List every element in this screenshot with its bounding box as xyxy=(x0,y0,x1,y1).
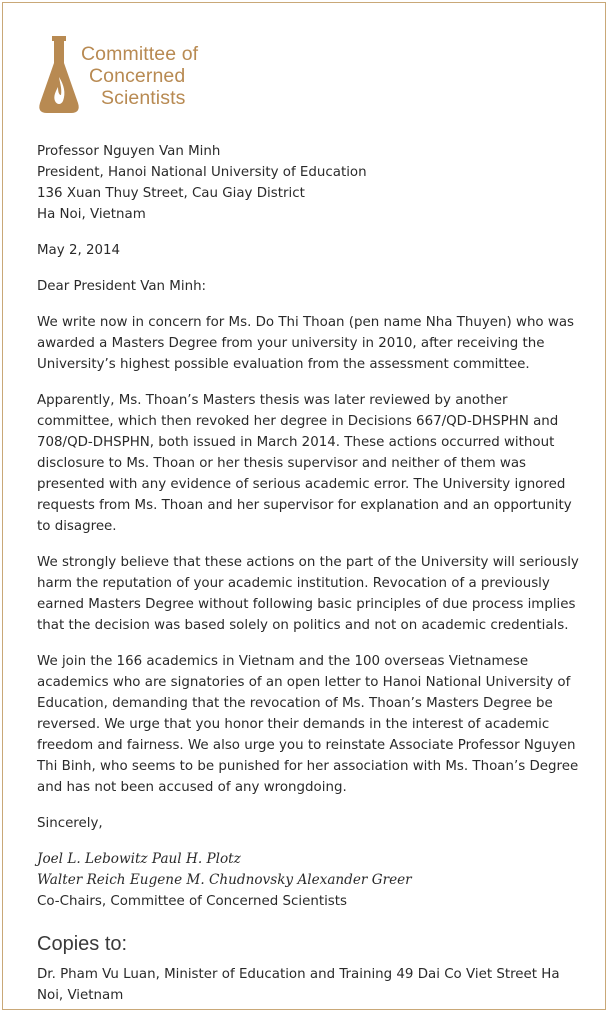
signature-block xyxy=(37,849,585,912)
letter-frame xyxy=(2,2,606,1010)
ccs-logo xyxy=(37,33,227,117)
logo-line-1: Committee of xyxy=(81,43,199,65)
letter-date: May 2, 2014 xyxy=(37,243,121,258)
recipient-street: 136 Xuan Thuy Street, Cau Giay District xyxy=(37,186,305,201)
signature-line-1: Joel L. Lebowitz Paul H. Plotz xyxy=(37,851,241,867)
logo-line-3: Scientists xyxy=(101,87,186,109)
paragraph-1: We write now in concern for Ms. Do Thi Thoan (pen name Nha Thuyen) who was awarded a Masters Degree from your university in 2010, after receiving the University’s highest possible evaluation from the assessment committee. xyxy=(37,315,575,372)
paragraph-3: We strongly believe that these actions on the part of the University will seriously harm the reputation of your academic institution. Revocation of a previously earned Masters Degree without following basic principles of due process implies that the decision was based solely on politics and not on academic credentials. xyxy=(37,555,579,633)
logo-line-2: Concerned xyxy=(89,65,186,87)
recipient-title: President, Hanoi National University of Education xyxy=(37,165,367,180)
copies-heading: Copies to: xyxy=(37,933,128,955)
copies-text: Dr. Pham Vu Luan, Minister of Education and Training 49 Dai Co Viet Street Ha Noi, Vietnam xyxy=(37,967,560,1003)
letter-body xyxy=(37,141,585,1021)
recipient-address xyxy=(37,141,585,225)
recipient-name: Professor Nguyen Van Minh xyxy=(37,144,221,159)
logo-wordmark xyxy=(81,43,198,109)
closing: Sincerely, xyxy=(37,816,103,831)
paragraph-2: Apparently, Ms. Thoan’s Masters thesis was later reviewed by another committee, which then revoked her degree in Decisions 667/QD-DHSPHN and 708/QD-DHSPHN, both issued in March 2014. These actions occurred without disclosure to Ms. Thoan or her thesis supervisor and neither of them was presented with any evidence of serious academic error. The University ignored requests from Ms. Thoan and her supervisor for explanation and an opportunity to disagree. xyxy=(37,393,572,534)
signature-line-2: Walter Reich Eugene M. Chudnovsky Alexander Greer xyxy=(37,872,412,888)
flask-flame-icon xyxy=(37,33,81,117)
recipient-city: Ha Noi, Vietnam xyxy=(37,207,146,222)
paragraph-4: We join the 166 academics in Vietnam and the 100 overseas Vietnamese academics who are signatories of an open letter to Hanoi National University of Education, demanding that the revocation of Ms. Thoan’s Masters Degree be reversed. We urge that you honor their demands in the interest of academic freedom and fairness. We also urge you to reinstate Associate Professor Nguyen Thi Binh, who seems to be punished for her association with Ms. Thoan’s Degree and has not been accused of any wrongdoing. xyxy=(37,654,579,795)
salutation: Dear President Van Minh: xyxy=(37,279,207,294)
signature-role: Co-Chairs, Committee of Concerned Scientists xyxy=(37,894,347,909)
